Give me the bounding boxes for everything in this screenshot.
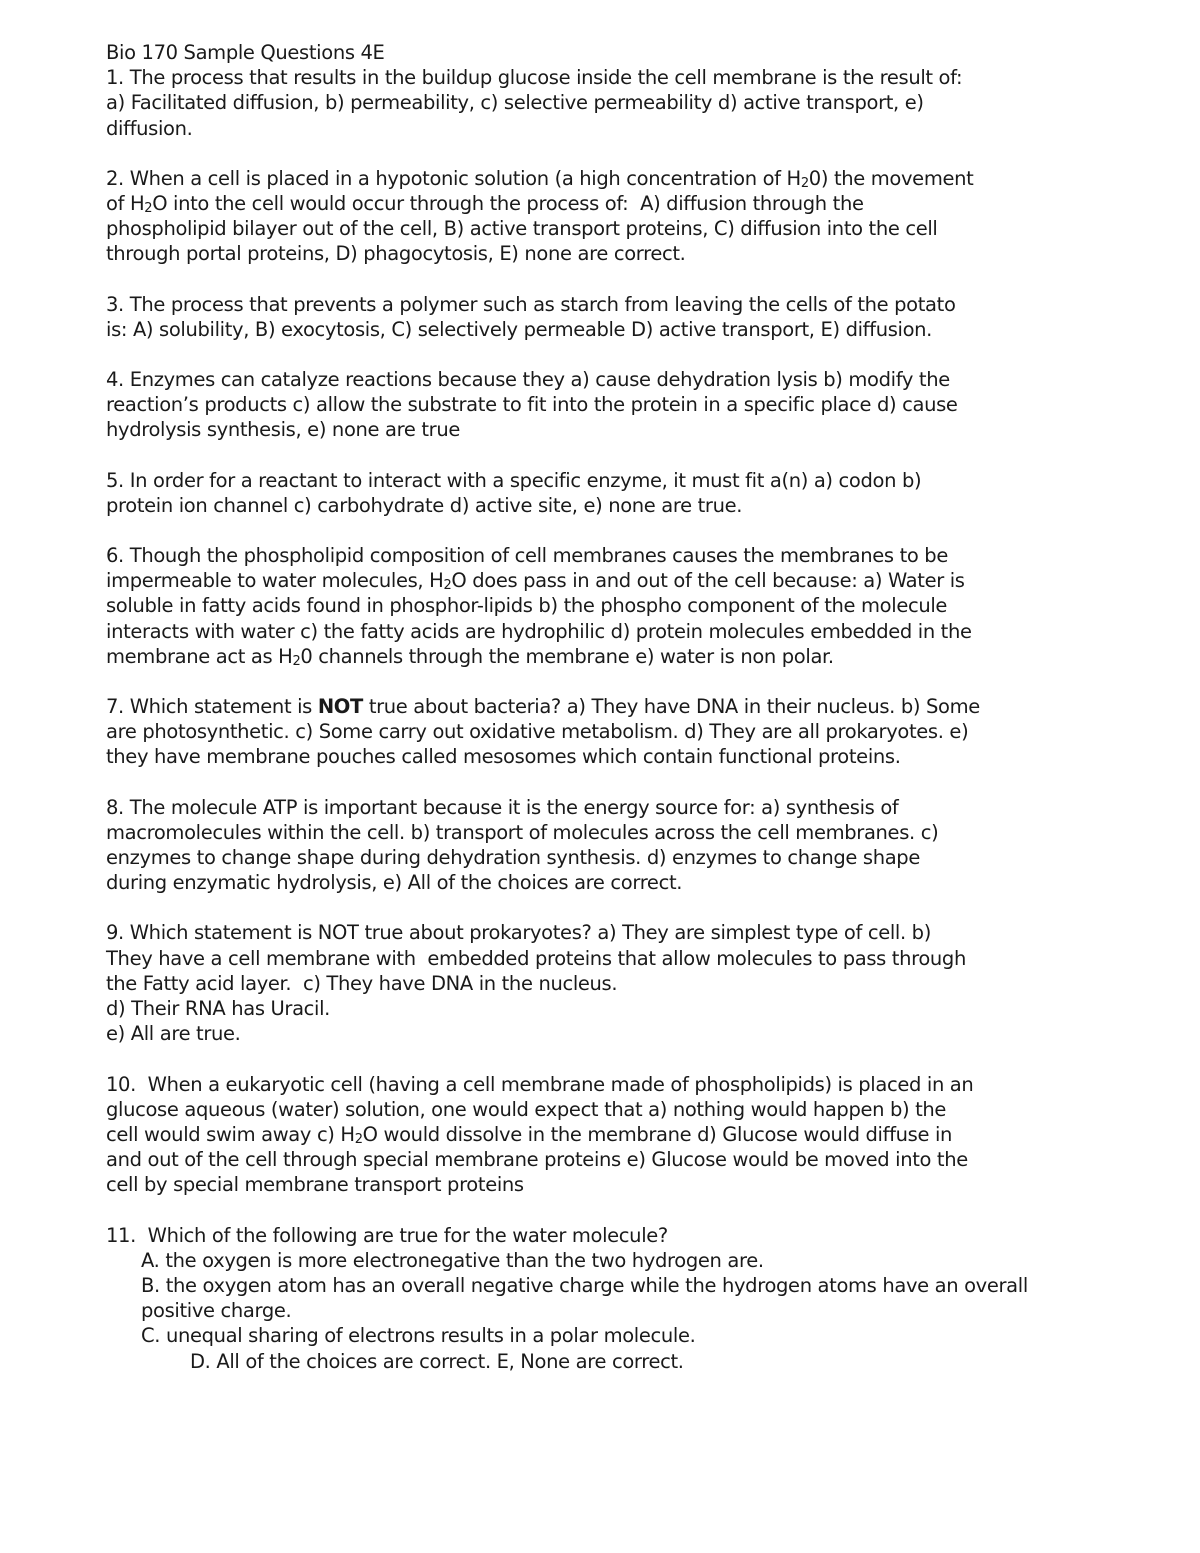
question-6-line-5: membrane act as $H_20$ channels through the membrane e) water is non polar. bbox=[106, 644, 834, 669]
question-4-line-2: reaction’s products c) allow the substrate to fit into the protein in a specific place d) cause bbox=[106, 393, 958, 417]
question-8 bbox=[106, 795, 1176, 896]
question-3-line-2: is: A) solubility, B) exocytosis, C) selectively permeable D) active transport, E) diffusion. bbox=[106, 317, 933, 341]
question-2-line-1: 2. When a cell is placed in a hypotonic solution (a high concentration of $H_20$) the movement bbox=[106, 166, 974, 191]
question-4-line-3: hydrolysis synthesis, e) none are true bbox=[106, 418, 460, 442]
question-2-line-2: of $H_2O$ into the cell would occur through the process of: A) diffusion through the bbox=[106, 192, 864, 217]
question-11-option-b-line-1: B. the oxygen atom has an overall negative charge while the hydrogen atoms have an overall bbox=[141, 1273, 1028, 1297]
emphasis-not: NOT bbox=[317, 695, 363, 719]
question-5 bbox=[106, 468, 1176, 518]
question-7-line-3: they have membrane pouches called mesosomes which contain functional proteins. bbox=[106, 745, 901, 769]
question-10-line-4: and out of the cell through special membrane proteins e) Glucose would be moved into the bbox=[106, 1148, 968, 1172]
spacer bbox=[106, 895, 1176, 920]
question-11-option-d: D. All of the choices are correct. E, None are correct. bbox=[190, 1349, 684, 1373]
question-9-line-3: the Fatty acid layer. c) They have DNA in the nucleus. bbox=[106, 971, 618, 995]
question-7-line-2: are photosynthetic. c) Some carry out oxidative metabolism. d) They are all prokaryotes. e) bbox=[106, 720, 969, 744]
question-1-line-2: a) Facilitated diffusion, b) permeability, c) selective permeability d) active transport, e) bbox=[106, 91, 924, 115]
question-5-line-1: 5. In order for a reactant to interact with a specific enzyme, it must fit a(n) a) codon b) bbox=[106, 468, 922, 492]
question-7-line-1: 7. Which statement is NOT true about bacteria? a) They have DNA in their nucleus. b) Some bbox=[106, 695, 980, 719]
question-11 bbox=[106, 1223, 1176, 1374]
question-10 bbox=[106, 1072, 1176, 1198]
question-9-line-4: d) Their RNA has Uracil. bbox=[106, 997, 331, 1021]
question-7 bbox=[106, 694, 1176, 770]
question-11-option-c: C. unequal sharing of electrons results in a polar molecule. bbox=[141, 1324, 696, 1348]
question-2-line-3: phospholipid bilayer out of the cell, B) active transport proteins, C) diffusion into the cell bbox=[106, 217, 938, 241]
question-10-line-5: cell by special membrane transport proteins bbox=[106, 1173, 524, 1197]
question-8-line-4: during enzymatic hydrolysis, e) All of the choices are correct. bbox=[106, 871, 683, 895]
spacer bbox=[106, 267, 1176, 292]
question-4-line-1: 4. Enzymes can catalyze reactions because they a) cause dehydration lysis b) modify the bbox=[106, 368, 950, 392]
question-2 bbox=[106, 166, 1176, 267]
question-11-line-1: 11. Which of the following are true for the water molecule? bbox=[106, 1223, 668, 1247]
question-6-line-3: soluble in fatty acids found in phosphor-lipids b) the phospho component of the molecule bbox=[106, 594, 948, 618]
spacer bbox=[106, 1198, 1176, 1223]
spacer bbox=[106, 770, 1176, 795]
spacer bbox=[106, 518, 1176, 543]
question-9-line-2: They have a cell membrane with embedded proteins that allow molecules to pass through bbox=[106, 946, 966, 970]
spacer bbox=[106, 1047, 1176, 1072]
question-1-line-3: diffusion. bbox=[106, 116, 193, 140]
question-6-line-4: interacts with water c) the fatty acids are hydrophilic d) protein molecules embedded in the bbox=[106, 619, 972, 643]
spacer bbox=[106, 669, 1176, 694]
document-title: Bio 170 Sample Questions 4E bbox=[106, 41, 385, 64]
question-11-option-b-line-2: positive charge. bbox=[141, 1299, 292, 1323]
question-2-line-4: through portal proteins, D) phagocytosis, E) none are correct. bbox=[106, 242, 686, 266]
question-10-line-3: cell would swim away c) $H_2O$ would dissolve in the membrane d) Glucose would diffuse in bbox=[106, 1122, 953, 1147]
question-8-line-3: enzymes to change shape during dehydration synthesis. d) enzymes to change shape bbox=[106, 846, 920, 870]
question-1-line-1: 1. The process that results in the buildup glucose inside the cell membrane is the result of: bbox=[106, 66, 963, 90]
question-6 bbox=[106, 543, 1176, 669]
question-3-line-1: 3. The process that prevents a polymer such as starch from leaving the cells of the potato bbox=[106, 292, 956, 316]
question-1 bbox=[106, 65, 1176, 141]
question-3 bbox=[106, 292, 1176, 342]
question-8-line-2: macromolecules within the cell. b) transport of molecules across the cell membranes. c) bbox=[106, 820, 939, 844]
question-4 bbox=[106, 367, 1176, 443]
spacer bbox=[106, 141, 1176, 166]
document-page bbox=[106, 40, 1176, 1374]
question-9 bbox=[106, 920, 1176, 1046]
question-11-option-a: A. the oxygen is more electronegative than the two hydrogen are. bbox=[141, 1248, 764, 1272]
question-10-line-1: 10. When a eukaryotic cell (having a cell membrane made of phospholipids) is placed in an bbox=[106, 1072, 974, 1096]
question-5-line-2: protein ion channel c) carbohydrate d) active site, e) none are true. bbox=[106, 493, 743, 517]
question-9-line-1: 9. Which statement is NOT true about prokaryotes? a) They are simplest type of cell. b) bbox=[106, 921, 931, 945]
question-9-line-5: e) All are true. bbox=[106, 1022, 241, 1046]
question-10-line-2: glucose aqueous (water) solution, one would expect that a) nothing would happen b) the bbox=[106, 1097, 947, 1121]
spacer bbox=[106, 342, 1176, 367]
spacer bbox=[106, 443, 1176, 468]
question-8-line-1: 8. The molecule ATP is important because it is the energy source for: a) synthesis of bbox=[106, 795, 899, 819]
question-6-line-1: 6. Though the phospholipid composition of cell membranes causes the membranes to be bbox=[106, 544, 948, 568]
question-6-line-2: impermeable to water molecules, $H_2O$ does pass in and out of the cell because: a) Water is bbox=[106, 569, 965, 594]
